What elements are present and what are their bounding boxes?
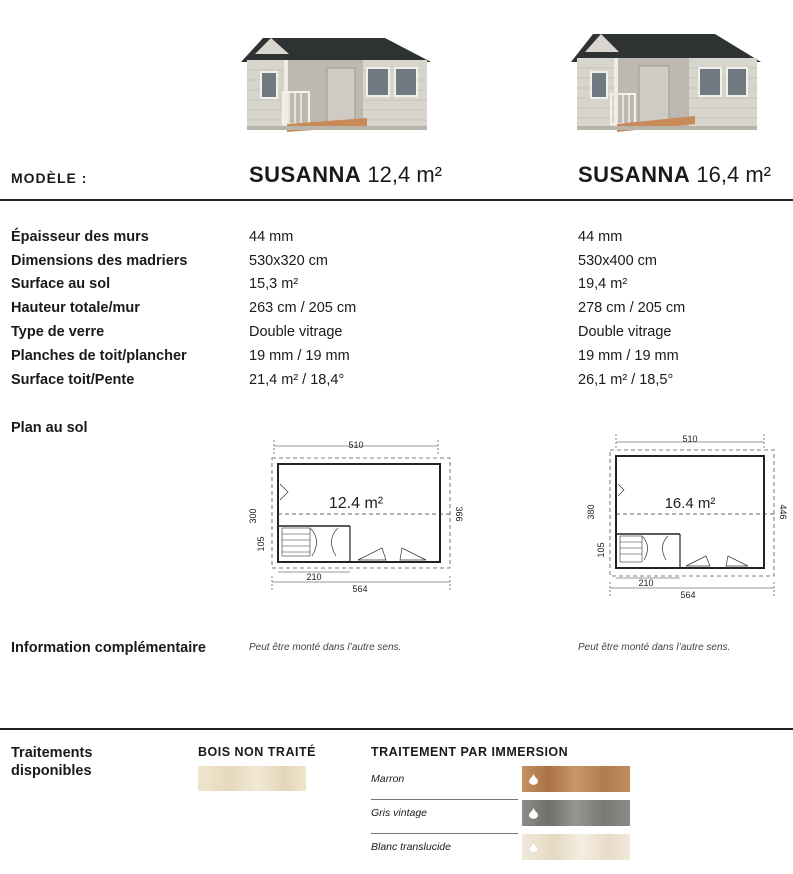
header-divider bbox=[0, 199, 793, 201]
model-name-2-size: 16,4 m² bbox=[696, 162, 772, 187]
spec-row bbox=[0, 300, 793, 324]
spec-value-2: 19 mm / 19 mm bbox=[578, 348, 679, 364]
treatment-name: Marron bbox=[371, 773, 405, 785]
untreated-title: BOIS NON TRAITÉ bbox=[198, 745, 316, 759]
model-name-2 bbox=[578, 162, 771, 188]
product-image-susanna-12 bbox=[235, 0, 435, 148]
plan-dim-bottom: 564 bbox=[352, 584, 368, 594]
plan-dim-bottom: 564 bbox=[680, 590, 696, 600]
spec-value-2: 530x400 cm bbox=[578, 253, 657, 269]
spec-value-1: Double vitrage bbox=[249, 324, 343, 340]
spec-label: Surface au sol bbox=[11, 276, 111, 292]
model-name-1 bbox=[249, 162, 442, 188]
spec-label: Surface toit/Pente bbox=[11, 372, 135, 388]
plan-dim-left: 380 bbox=[586, 504, 596, 520]
model-name-2-title: SUSANNA bbox=[578, 162, 691, 187]
spec-value-1: 19 mm / 19 mm bbox=[249, 348, 350, 364]
plan-dim-door: 210 bbox=[638, 578, 654, 588]
swatch-marron bbox=[522, 766, 630, 792]
spec-value-2: 19,4 m² bbox=[578, 276, 628, 292]
treatment-name: Blanc translucide bbox=[371, 841, 451, 853]
untreated-swatch bbox=[198, 766, 306, 791]
spec-value-2: 44 mm bbox=[578, 229, 623, 245]
plan-area-label: 16.4 m² bbox=[664, 495, 716, 512]
treatment-name: Gris vintage bbox=[371, 807, 428, 819]
spec-value-2: 278 cm / 205 cm bbox=[578, 300, 686, 316]
swatch-blanc-translucide bbox=[522, 834, 630, 860]
model-name-1-size: 12,4 m² bbox=[367, 162, 443, 187]
spec-row bbox=[0, 229, 793, 253]
spec-value-2: 26,1 m² / 18,5° bbox=[578, 372, 674, 388]
plan-dim-side: 105 bbox=[596, 542, 606, 558]
treatments-label-line2: disponibles bbox=[11, 763, 92, 779]
spec-row bbox=[0, 348, 793, 372]
plan-dim-door: 210 bbox=[306, 572, 322, 582]
plan-dim-side: 105 bbox=[256, 536, 266, 552]
spec-value-1: 44 mm bbox=[249, 229, 294, 245]
spec-row bbox=[0, 324, 793, 348]
treatment-option-gris-vintage[interactable] bbox=[371, 800, 630, 834]
product-image-susanna-16 bbox=[565, 0, 765, 148]
treatment-option-marron[interactable] bbox=[371, 766, 630, 800]
spec-row bbox=[0, 372, 793, 396]
info-label: Information complémentaire bbox=[11, 640, 206, 656]
spec-label: Dimensions des madriers bbox=[11, 253, 188, 269]
plan-dim-left: 300 bbox=[248, 508, 258, 524]
spec-label: Épaisseur des murs bbox=[11, 229, 149, 245]
spec-label: Type de verre bbox=[11, 324, 105, 340]
spec-value-1: 263 cm / 205 cm bbox=[249, 300, 357, 316]
immersion-title: TRAITEMENT PAR IMMERSION bbox=[371, 745, 569, 759]
treatments-divider bbox=[0, 728, 793, 730]
spec-value-1: 530x320 cm bbox=[249, 253, 328, 269]
info-note-1: Peut être monté dans l’autre sens. bbox=[249, 642, 402, 653]
model-label: MODÈLE : bbox=[11, 170, 88, 186]
spec-label: Planches de toit/plancher bbox=[11, 348, 187, 364]
spec-label: Hauteur totale/mur bbox=[11, 300, 140, 316]
spec-value-2: Double vitrage bbox=[578, 324, 672, 340]
plan-dim-right: 446 bbox=[778, 504, 788, 520]
floor-plan-16 bbox=[580, 428, 792, 604]
spec-row bbox=[0, 253, 793, 277]
plan-dim-top: 510 bbox=[682, 434, 698, 444]
treatments-label-line1: Traitements bbox=[11, 745, 93, 761]
spec-value-1: 15,3 m² bbox=[249, 276, 299, 292]
floor-plan-12 bbox=[240, 436, 470, 598]
swatch-gris-vintage bbox=[522, 800, 630, 826]
spec-row bbox=[0, 276, 793, 300]
drop-icon bbox=[529, 807, 538, 819]
plan-dim-top: 510 bbox=[348, 440, 364, 450]
model-name-1-title: SUSANNA bbox=[249, 162, 362, 187]
treatment-option-blanc-translucide[interactable] bbox=[371, 834, 630, 868]
drop-icon bbox=[529, 841, 538, 853]
plan-dim-right: 366 bbox=[454, 506, 464, 522]
floor-plan-label: Plan au sol bbox=[11, 420, 88, 436]
info-note-2: Peut être monté dans l’autre sens. bbox=[578, 642, 731, 653]
drop-icon bbox=[529, 773, 538, 785]
spec-value-1: 21,4 m² / 18,4° bbox=[249, 372, 345, 388]
plan-area-label: 12.4 m² bbox=[328, 495, 384, 512]
